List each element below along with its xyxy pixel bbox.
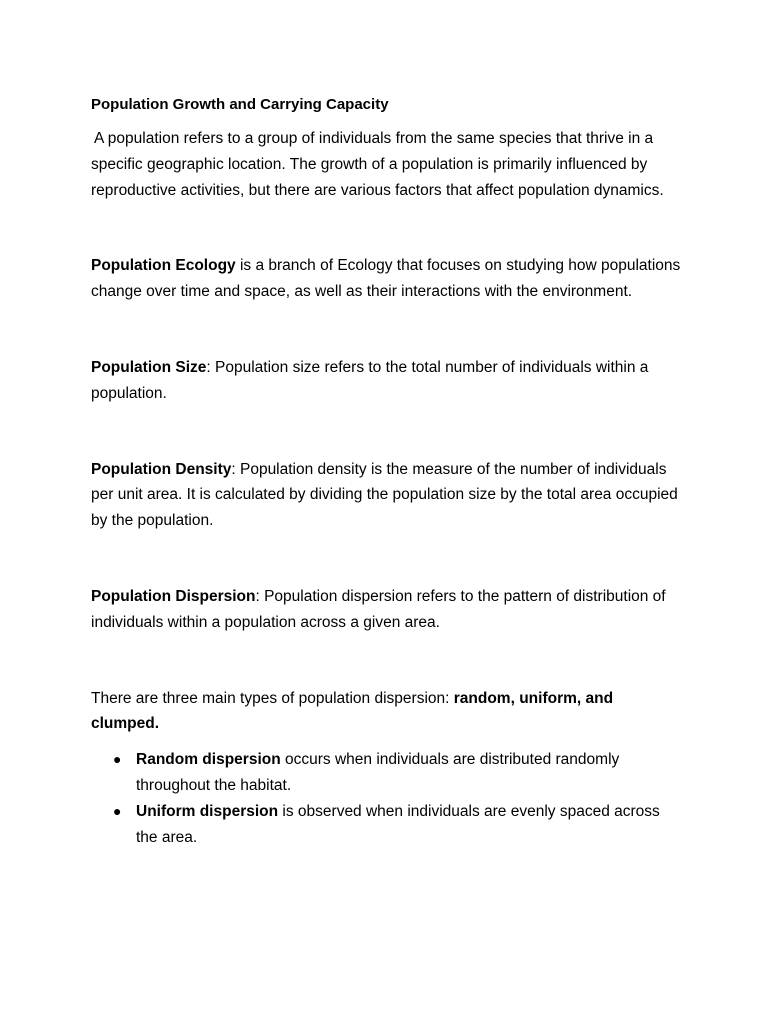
size-term: Population Size — [91, 358, 207, 376]
document-title: Population Growth and Carrying Capacity — [91, 96, 389, 113]
types-intro-text: There are three main types of population dispersion: — [91, 689, 454, 707]
list-item-term: Random dispersion — [136, 751, 281, 769]
types-intro-emphasis: random, uniform, and clumped. — [91, 689, 614, 733]
density-term: Population Density — [91, 460, 232, 478]
list-item-text: occurs when individuals are distributed randomly throughout the habitat. — [136, 751, 620, 794]
intro-paragraph: A population refers to a group of individuals from the same species that thrive in a specific geographic location. The growth of a population is primarily influenced by reproductive activities, but there are various factors that affect population dynamics. — [91, 130, 664, 199]
dispersion-paragraph — [91, 584, 681, 636]
document-body — [91, 94, 681, 850]
bullet-icon: ● — [113, 751, 122, 768]
ecology-term: Population Ecology — [91, 257, 236, 275]
list-item — [113, 747, 681, 799]
density-text: : Population density is the measure of the number of individuals per unit area. It is calculated by dividing the population size by the total area occupied by the population. — [91, 460, 678, 530]
density-paragraph — [91, 457, 681, 534]
list-item-term: Uniform dispersion — [136, 802, 279, 820]
size-text: : Population size refers to the total number of individuals within a population. — [91, 358, 649, 402]
size-paragraph — [91, 355, 681, 407]
dispersion-text: : Population dispersion refers to the pattern of distribution of individuals within a population across a given area. — [91, 587, 666, 631]
ecology-text: is a branch of Ecology that focuses on studying how populations change over time and space, as well as their interactions with the environment. — [91, 257, 681, 301]
ecology-paragraph — [91, 253, 681, 305]
list-item-text: is observed when individuals are evenly spaced across the area. — [136, 802, 660, 846]
types-intro-paragraph — [91, 686, 681, 738]
dispersion-term: Population Dispersion — [91, 587, 256, 605]
bullet-icon: ● — [113, 802, 122, 819]
list-item — [113, 799, 681, 851]
dispersion-types-list — [91, 747, 681, 850]
